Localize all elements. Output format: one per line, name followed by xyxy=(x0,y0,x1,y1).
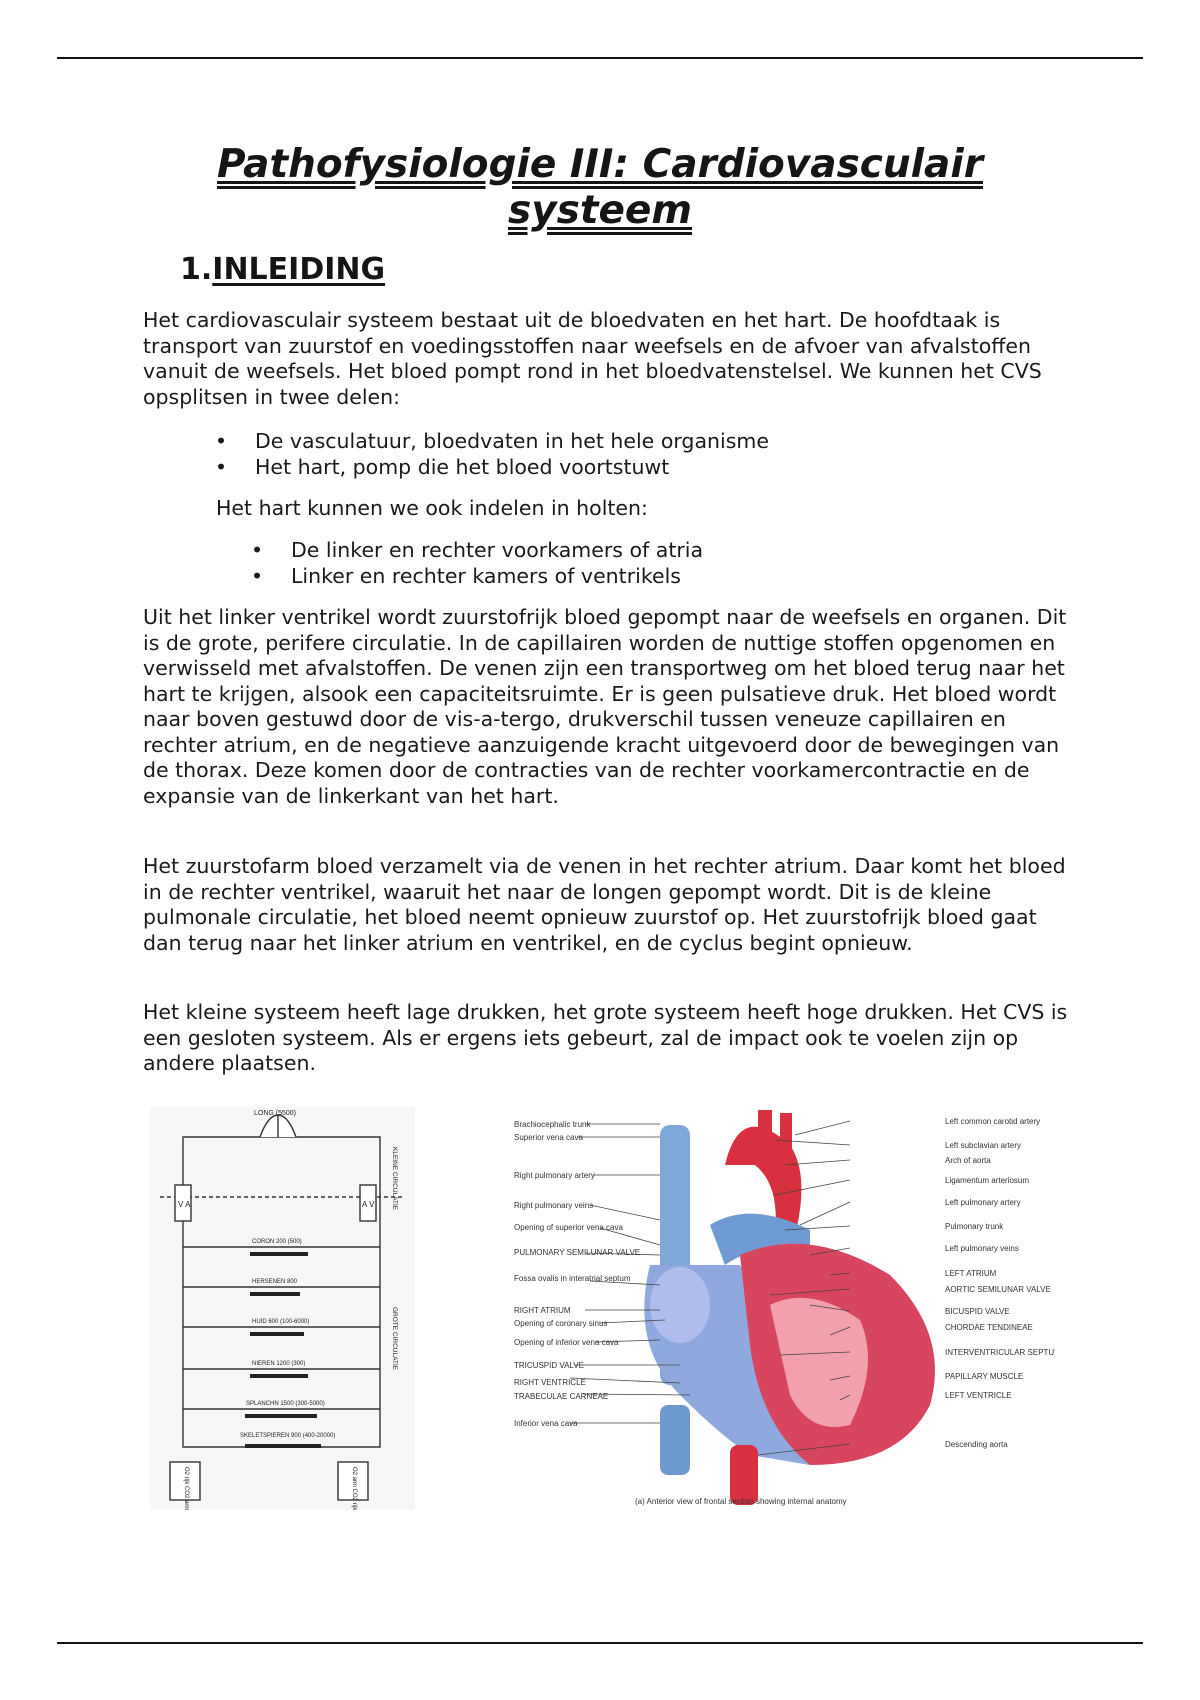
heart-label: Left pulmonary artery xyxy=(945,1198,1021,1207)
oxygen-rich-box-label: O2 rijk CO2 arm xyxy=(183,1467,189,1510)
organ-label: CORON 200 (500) xyxy=(252,1239,302,1245)
bullet-list-parts xyxy=(215,428,769,480)
organ-label: HERSENEN 800 xyxy=(252,1279,298,1285)
heart-label: RIGHT ATRIUM xyxy=(514,1306,571,1315)
small-circulation-label: KLEINE CIRCULATIE xyxy=(391,1147,398,1211)
heart-label: Fossa ovalis in interatrial septum xyxy=(514,1274,631,1283)
heart-label: Left common carotid artery xyxy=(945,1117,1041,1126)
heart-label: INTERVENTRICULAR SEPTUM xyxy=(945,1348,1055,1357)
paragraph-pulmonary: Het zuurstofarm bloed verzamelt via de venen in het rechter atrium. Daar komt het bloed in de rechter ventrikel, waaruit het naar de longen gepompt wordt. Dit is de kleine pulmonale circulatie, het bloed neemt opnieuw zuurstof op. Het zuurstofrijk bloed gaat dan terug naar het linker atrium en ventrikel, en de cyclus begint opnieuw. xyxy=(143,854,1066,955)
paragraph-subintro: Het hart kunnen we ook indelen in holten: xyxy=(216,496,648,520)
heart-label: Right pulmonary veins xyxy=(514,1201,594,1210)
organ-label: SPLANCHN 1500 (300-5000) xyxy=(246,1401,325,1407)
heart-label: Superior vena cava xyxy=(514,1133,583,1142)
section-heading: 1.INLEIDING xyxy=(180,252,386,287)
heart-label: Ligamentum arteriosum xyxy=(945,1176,1030,1185)
bullet-list-cavities xyxy=(251,537,703,589)
heart-label: LEFT VENTRICLE xyxy=(945,1391,1012,1400)
heart-label: Opening of coronary sinus xyxy=(514,1319,608,1328)
heart-label: PULMONARY SEMILUNAR VALVE xyxy=(514,1248,641,1257)
list-item: • Het hart, pomp die het bloed voortstuwt xyxy=(215,454,769,480)
circulation-diagram xyxy=(150,1107,415,1510)
heart-label: Inferior vena cava xyxy=(514,1419,578,1428)
page-title: Pathofysiologie III: Cardiovasculair systeem xyxy=(217,142,983,233)
heart-label: BICUSPID VALVE xyxy=(945,1307,1010,1316)
heart-label: Arch of aorta xyxy=(945,1156,991,1165)
footer-rule xyxy=(57,1642,1143,1644)
right-heart-box-label: A V xyxy=(362,1200,375,1209)
list-item: • Linker en rechter kamers of ventrikels xyxy=(251,563,703,589)
heart-label: Descending aorta xyxy=(945,1440,1008,1449)
heart-label: Left subclavian artery xyxy=(945,1141,1022,1150)
oxygen-poor-box-label: O2 arm CO2 rijk xyxy=(351,1467,357,1510)
paragraph-systemic: Uit het linker ventrikel wordt zuurstofrijk bloed gepompt naar de weefsels en organen. Dit is de grote, perifere circulatie. In de capillairen worden de nuttige stoffen opgenomen en verwisseld met afvalstoffen. De venen zijn een transportweg om het bloed terug naar het hart te krijgen, alsook een capaciteitsruimte. Er is geen pulsatieve druk. Het bloed wordt naar boven gestuwd door de vis-a-tergo, drukverschil tussen veneuze capillairen en rechter atrium, en de negatieve aanzuigende kracht uitgevoerd door de bewegingen van de thorax. Deze komen door de contracties van de rechter voorkamercontractie en de expansie van de linkerkant van het hart. xyxy=(143,605,1067,808)
heart-anatomy-diagram xyxy=(510,1105,1055,1513)
heart-label: Pulmonary trunk xyxy=(945,1222,1004,1231)
heart-label: TRABECULAE CARNEAE xyxy=(514,1392,609,1401)
paragraph-pressures: Het kleine systeem heeft lage drukken, het grote systeem heeft hoge drukken. Het CVS is een gesloten systeem. Als er ergens iets gebeurt, zal de impact ook te voelen zijn op andere plaatsen. xyxy=(143,1000,1068,1075)
list-item: • De vasculatuur, bloedvaten in het hele organisme xyxy=(215,428,769,454)
large-circulation-label: GROTE CIRCULATIE xyxy=(391,1307,398,1371)
heart-label: TRICUSPID VALVE xyxy=(514,1361,584,1370)
diagram-top-label: LONG (5500) xyxy=(254,1110,297,1117)
heart-label: Brachiocephalic trunk xyxy=(514,1120,591,1129)
paragraph-intro: Het cardiovasculair systeem bestaat uit de bloedvaten en het hart. De hoofdtaak is transport van zuurstof en voedingsstoffen naar weefsels en de afvoer van afvalstoffen vanuit de weefsels. Het bloed pompt rond in het bloedvatenstelsel. We kunnen het CVS opsplitsen in twee delen: xyxy=(143,308,1042,409)
heart-label: Left pulmonary veins xyxy=(945,1244,1019,1253)
list-item: • De linker en rechter voorkamers of atria xyxy=(251,537,703,563)
organ-label: SKELETSPIEREN 900 (400-20000) xyxy=(240,1433,336,1439)
header-rule xyxy=(57,57,1143,59)
heart-label: PAPILLARY MUSCLE xyxy=(945,1372,1024,1381)
figure-caption: (a) Anterior view of frontal section showing internal anatomy xyxy=(635,1497,847,1506)
heart-label: Right pulmonary artery xyxy=(514,1171,595,1180)
heart-label: AORTIC SEMILUNAR VALVE xyxy=(945,1285,1051,1294)
heart-label: RIGHT VENTRICLE xyxy=(514,1378,586,1387)
organ-label: HUID 600 (100-6000) xyxy=(252,1319,310,1325)
heart-label: Opening of inferior vena cava xyxy=(514,1338,619,1347)
organ-label: NIEREN 1200 (300) xyxy=(252,1361,306,1367)
left-heart-box-label: V A xyxy=(178,1200,191,1209)
heart-label: LEFT ATRIUM xyxy=(945,1269,997,1278)
heart-label: Opening of superior vena cava xyxy=(514,1223,623,1232)
heart-label: CHORDAE TENDINEAE xyxy=(945,1323,1033,1332)
